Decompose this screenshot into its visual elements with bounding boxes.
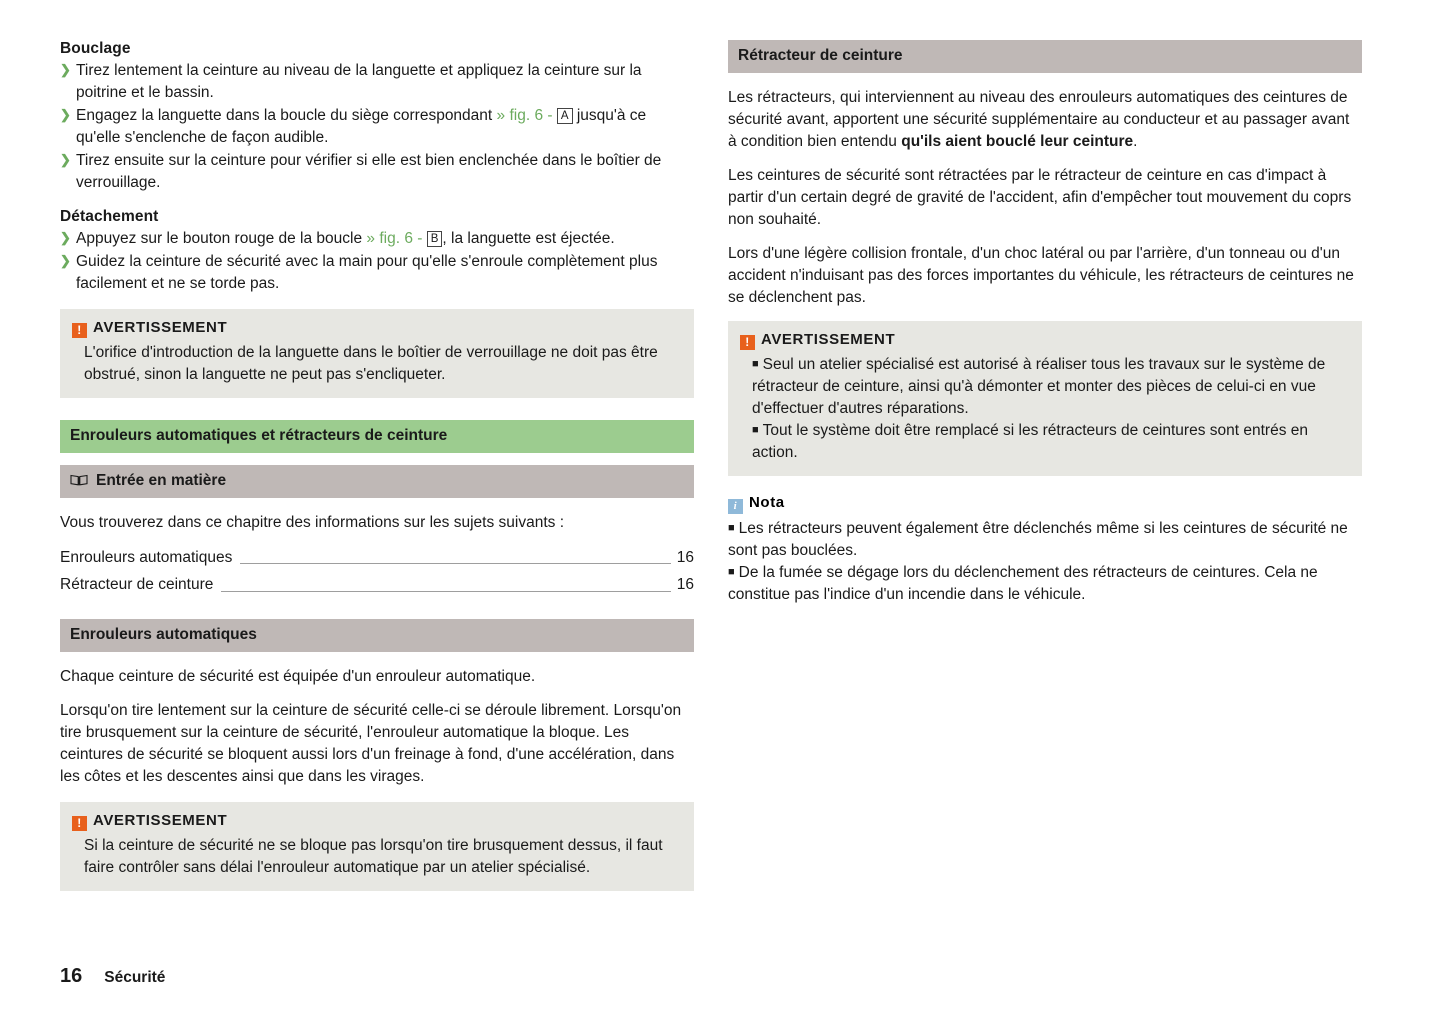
toc-page: 16 bbox=[676, 549, 694, 566]
warning-title: AVERTISSEMENT bbox=[93, 811, 228, 829]
toc-title: Enrouleurs automatiques bbox=[60, 549, 233, 566]
note-title: Nota bbox=[749, 494, 785, 511]
toc-entry[interactable] bbox=[60, 546, 694, 569]
list-item bbox=[60, 60, 694, 104]
step-text: Engagez la languette dans la boucle du siège correspondant » fig. 6 - A jusqu'à ce qu'elle s'enclenche de façon audible. bbox=[76, 107, 647, 146]
step-text: Appuyez sur le bouton rouge de la boucle » fig. 6 - B , la languette est éjectée. bbox=[76, 230, 615, 247]
warning-icon: ! bbox=[740, 335, 755, 350]
arrow-bullet-icon: ❯ bbox=[60, 253, 71, 268]
footer-section-label: Sécurité bbox=[104, 969, 166, 986]
intro-paragraph: Vous trouverez dans ce chapitre des informations sur les sujets suivants : bbox=[60, 514, 564, 531]
subsection-bar-enrouleurs: Enrouleurs automatiques bbox=[60, 619, 694, 652]
subsection-bar-retracteur: Rétracteur de ceinture bbox=[728, 40, 1362, 73]
retracteur-p1-part1: Les rétracteurs, qui interviennent au niveau des enrouleurs automatiques des ceintures de sécurité avant, apportent une sécurité supplémentaire au conducteur et au passager avant à condition bien entendu bbox=[728, 89, 1350, 150]
right-column bbox=[728, 40, 1362, 606]
square-bullet-icon: ■ bbox=[728, 566, 735, 578]
page-number: 16 bbox=[60, 965, 83, 987]
enrouleurs-paragraph-1: Chaque ceinture de sécurité est équipée d'un enrouleur automatique. bbox=[60, 667, 536, 685]
note-header bbox=[728, 494, 1362, 514]
enrouleurs-paragraph-2: Lorsqu'on tire lentement sur la ceinture de sécurité celle-ci se déroule librement. Lorsqu'on tire brusquement sur la ceinture de sécurité, l'enrouleur automatique la bloque. Les ceintures de sécurité se bloquent aussi lors d'un freinage à fond, d'une accélération, dans les côtes et les descentes ainsi que dans les virages. bbox=[60, 701, 682, 785]
retracteur-paragraph-1 bbox=[728, 87, 1362, 153]
toc-title: Rétracteur de ceinture bbox=[60, 576, 214, 594]
arrow-bullet-icon: ❯ bbox=[60, 230, 71, 245]
arrow-bullet-icon: ❯ bbox=[60, 107, 71, 122]
step-text: Guidez la ceinture de sécurité avec la main pour qu'elle s'enroule complètement plus facilement et ne se torde pas. bbox=[76, 253, 658, 292]
warning-item-text: Seul un atelier spécialisé est autorisé à réaliser tous les travaux sur le système de rétracteur de ceinture, ainsi qu'à démonter et monter des pièces de celui-ci en vue d'effectuer d'autres réparations. bbox=[752, 356, 1326, 417]
detachement-steps bbox=[60, 228, 694, 295]
section-bar-enrouleurs-retracteurs: Enrouleurs automatiques et rétracteurs de ceinture bbox=[60, 420, 694, 453]
warning-item-text: Tout le système doit être remplacé si les rétracteurs de ceintures sont entrés en action. bbox=[752, 422, 1308, 461]
warning-header bbox=[72, 812, 682, 831]
step-text: Tirez ensuite sur la ceinture pour vérifier si elle est bien enclenchée dans le boîtier de verrouillage. bbox=[76, 152, 662, 191]
list-item bbox=[60, 105, 694, 149]
list-item bbox=[60, 150, 694, 194]
note-list-item bbox=[728, 562, 1362, 606]
note-item-text: Les rétracteurs peuvent également être déclenchés même si les ceintures de sécurité ne sont pas bouclées. bbox=[728, 520, 1348, 559]
warning-text: L'orifice d'introduction de la languette dans le boîtier de verrouillage ne doit pas être obstrué, sinon la languette ne peut pas s'encliqueter. bbox=[84, 344, 658, 383]
retracteur-paragraph-2: Les ceintures de sécurité sont rétractées par le rétracteur de ceinture en cas d'impact à partir d'un certain degré de gravité de l'accident, afin d'empêcher tout mouvement du coprs non souhaité. bbox=[728, 167, 1352, 228]
retracteur-p1-bold: qu'ils aient bouclé leur ceinture bbox=[901, 133, 1134, 150]
left-column bbox=[60, 40, 694, 891]
toc-leader bbox=[240, 562, 670, 564]
square-bullet-icon: ■ bbox=[728, 522, 735, 534]
warning-title: AVERTISSEMENT bbox=[761, 331, 896, 348]
warning-list-item bbox=[740, 354, 1350, 420]
square-bullet-icon: ■ bbox=[752, 424, 759, 436]
arrow-bullet-icon: ❯ bbox=[60, 152, 71, 167]
info-icon: i bbox=[728, 499, 743, 514]
warning-box-retracteur bbox=[728, 321, 1362, 476]
figure-callout-a: A bbox=[557, 108, 573, 124]
toc-entry[interactable] bbox=[60, 573, 694, 596]
warning-header bbox=[72, 319, 682, 338]
retracteur-p1-part2: . bbox=[1133, 133, 1138, 150]
list-item bbox=[60, 251, 694, 295]
figure-callout-b: B bbox=[427, 231, 443, 247]
arrow-bullet-icon: ❯ bbox=[60, 62, 71, 77]
page-footer bbox=[60, 965, 165, 988]
bouclage-steps bbox=[60, 60, 694, 194]
note-item-text: De la fumée se dégage lors du déclenchement des rétracteurs de ceintures. Cela ne constitue pas l'indice d'un incendie dans le véhicule. bbox=[728, 564, 1318, 603]
subsection-bar-intro bbox=[60, 465, 694, 498]
book-icon bbox=[70, 474, 88, 486]
warning-text: Si la ceinture de sécurité ne se bloque pas lorsqu'on tire brusquement dessus, il faut faire contrôler sans délai l'enrouleur automatique par un atelier spécialisé. bbox=[84, 836, 663, 876]
warning-icon: ! bbox=[72, 816, 87, 831]
toc-page: 16 bbox=[676, 576, 694, 594]
warning-icon: ! bbox=[72, 323, 87, 338]
note-list-item bbox=[728, 518, 1362, 562]
warning-header bbox=[740, 331, 1350, 350]
heading-bouclage: Bouclage bbox=[60, 40, 131, 57]
warning-box-enrouleur bbox=[60, 802, 694, 891]
warning-title: AVERTISSEMENT bbox=[93, 319, 228, 336]
page-margin-rule bbox=[42, 0, 43, 1026]
note-box bbox=[728, 494, 1362, 606]
warning-box-buckle bbox=[60, 309, 694, 398]
list-item bbox=[60, 228, 694, 250]
retracteur-paragraph-3: Lors d'une légère collision frontale, d'un choc latéral ou par l'arrière, d'un tonneau ou d'un accident n'induisant pas des forces importantes du véhicule, les rétracteurs de ceintures ne se déclenchent pas. bbox=[728, 245, 1354, 306]
warning-list-item bbox=[740, 420, 1350, 464]
subsection-bar-label: Entrée en matière bbox=[96, 472, 227, 489]
square-bullet-icon: ■ bbox=[752, 358, 759, 370]
step-text: Tirez lentement la ceinture au niveau de la languette et appliquez la ceinture sur la poitrine et le bassin. bbox=[76, 62, 642, 101]
heading-detachement: Détachement bbox=[60, 208, 159, 225]
toc-leader bbox=[221, 590, 670, 592]
